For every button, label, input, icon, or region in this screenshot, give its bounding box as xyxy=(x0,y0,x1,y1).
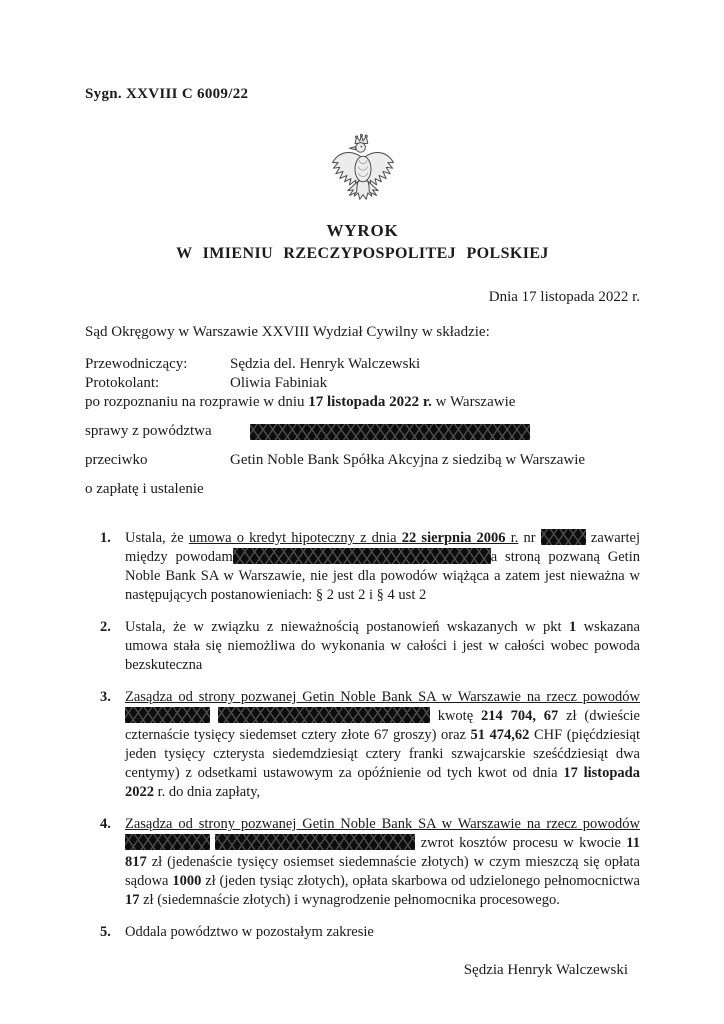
hearing-line xyxy=(85,393,640,412)
role-label: Protokolant: xyxy=(85,375,160,391)
court-role-row xyxy=(85,355,640,374)
ruling-text xyxy=(125,924,374,940)
ruling-number: 4. xyxy=(100,816,111,832)
role-value: Oliwia Fabiniak xyxy=(230,375,328,391)
party-label: o zapłatę i ustalenie xyxy=(85,481,204,497)
party-row xyxy=(85,480,640,499)
ruling-item xyxy=(85,923,640,942)
text-segment: 17 xyxy=(125,892,140,908)
role-value: Sędzia del. Henryk Walczewski xyxy=(230,356,421,372)
polish-eagle-emblem xyxy=(85,133,640,213)
party-row xyxy=(85,451,640,470)
ruling-item xyxy=(85,618,640,675)
court-roles xyxy=(85,355,640,412)
case-parties xyxy=(85,422,640,499)
court-role-row xyxy=(85,374,640,393)
text-segment: Oddala powództwo w pozostałym zakresie xyxy=(125,924,374,940)
text-segment: 17 listopada 2022 r. xyxy=(308,394,432,410)
rulings-list xyxy=(85,529,640,942)
text-segment: Ustala, że xyxy=(125,530,189,546)
ruling-text xyxy=(125,689,640,800)
party-row xyxy=(85,422,640,441)
ruling-number: 5. xyxy=(100,924,111,940)
party-label: sprawy z powództwa xyxy=(85,423,212,439)
text-segment: w Warszawie xyxy=(431,394,516,410)
ruling-number: 2. xyxy=(100,619,111,635)
text-segment: kwotę xyxy=(429,708,481,724)
redaction-box xyxy=(233,548,491,564)
text-segment: zł (siedemnaście złotych) i wynagrodzenie pełnomocnika procesowego. xyxy=(139,892,560,908)
judgment-date: Dnia 17 listopada 2022 r. xyxy=(488,289,640,305)
redaction-box xyxy=(125,707,210,723)
judge-signature: Sędzia Henryk Walczewski xyxy=(463,962,628,978)
text-segment: a stroną pozwaną Getin Noble Bank SA w Warszawie, nie jest dla powodów wiążąca a zatem jest nieważna w następujących postanowieniach: § 2 ust 2 i § 4 ust 2 xyxy=(125,549,640,603)
text-segment: 17 listopada 2022 xyxy=(125,765,640,800)
text-segment: zł (dwieście czternaście tysięcy siedemset cztery złote 67 groszy) oraz xyxy=(125,708,640,743)
ruling-item xyxy=(85,815,640,910)
text-segment: wskazana umowa stała się niemożliwa do wykonania w całości i jest w całości wobec powoda bezskuteczna xyxy=(125,619,640,673)
text-segment: Zasądza od strony pozwanej Getin Noble Bank SA w Warszawie na rzecz powodów xyxy=(125,689,640,705)
redaction-box xyxy=(218,707,430,723)
redaction-box xyxy=(250,424,530,440)
ruling-text xyxy=(125,530,640,603)
text-segment: 51 474,62 xyxy=(470,727,530,743)
ruling-number: 1. xyxy=(100,530,111,546)
text-segment: zwrot kosztów procesu w kwocie xyxy=(415,835,627,851)
role-label: Przewodniczący: xyxy=(85,356,188,372)
party-value: Getin Noble Bank Spółka Akcyjna z siedzibą w Warszawie xyxy=(230,452,586,468)
text-segment: zł (jeden tysiąc złotych), opłata skarbowa od udzielonego pełnomocnictwa xyxy=(201,873,640,889)
text-segment xyxy=(210,708,218,724)
redaction-box xyxy=(541,529,586,545)
text-segment: 1000 xyxy=(172,873,202,889)
text-segment: r. xyxy=(505,530,519,546)
text-segment: zawartej między powodam xyxy=(125,530,641,565)
judgment-subtitle: W IMIENIU RZECZYPOSPOLITEJ POLSKIEJ xyxy=(176,245,549,262)
redaction-box xyxy=(215,834,415,850)
ruling-text xyxy=(125,619,640,673)
text-segment: 11 817 xyxy=(125,835,640,870)
text-segment: umowa o kredyt hipoteczny z dnia xyxy=(188,530,402,546)
ruling-item xyxy=(85,529,640,605)
text-segment: 214 704, 67 xyxy=(480,708,559,724)
text-segment: po rozpoznaniu na rozprawie w dniu xyxy=(85,394,309,410)
text-segment: Ustala, że w związku z nieważnością postanowień wskazanych w pkt xyxy=(125,619,569,635)
judgment-title: WYROK xyxy=(326,221,399,240)
text-segment: r. do dnia zapłaty, xyxy=(154,784,261,800)
redaction-box xyxy=(125,834,210,850)
text-segment: 1 xyxy=(568,619,577,635)
ruling-text xyxy=(125,816,640,908)
case-number: Sygn. XXVIII C 6009/22 xyxy=(85,86,249,102)
text-segment: CHF (pięćdziesiąt jeden tysięcy czterysta siedemdziesiąt cztery franki szwajcarskie sześćdziesiąt dwa centymy) z odsetkami ustawowym za opóźnienie od tych kwot od dnia xyxy=(125,727,640,781)
text-segment: zł (jedenaście tysięcy osiemset siedemnaście złotych) w czym mieszczą się opłata sądowa xyxy=(125,854,640,889)
court-composition-intro: Sąd Okręgowy w Warszawie XXVIII Wydział Cywilny w składzie: xyxy=(85,324,490,340)
ruling-number: 3. xyxy=(100,689,111,705)
text-segment: nr xyxy=(518,530,541,546)
text-segment: 22 sierpnia 2006 xyxy=(401,530,506,546)
text-segment: Zasądza od strony pozwanej Getin Noble Bank SA w Warszawie na rzecz powodów xyxy=(125,816,640,832)
ruling-item xyxy=(85,688,640,802)
party-label: przeciwko xyxy=(85,452,148,468)
